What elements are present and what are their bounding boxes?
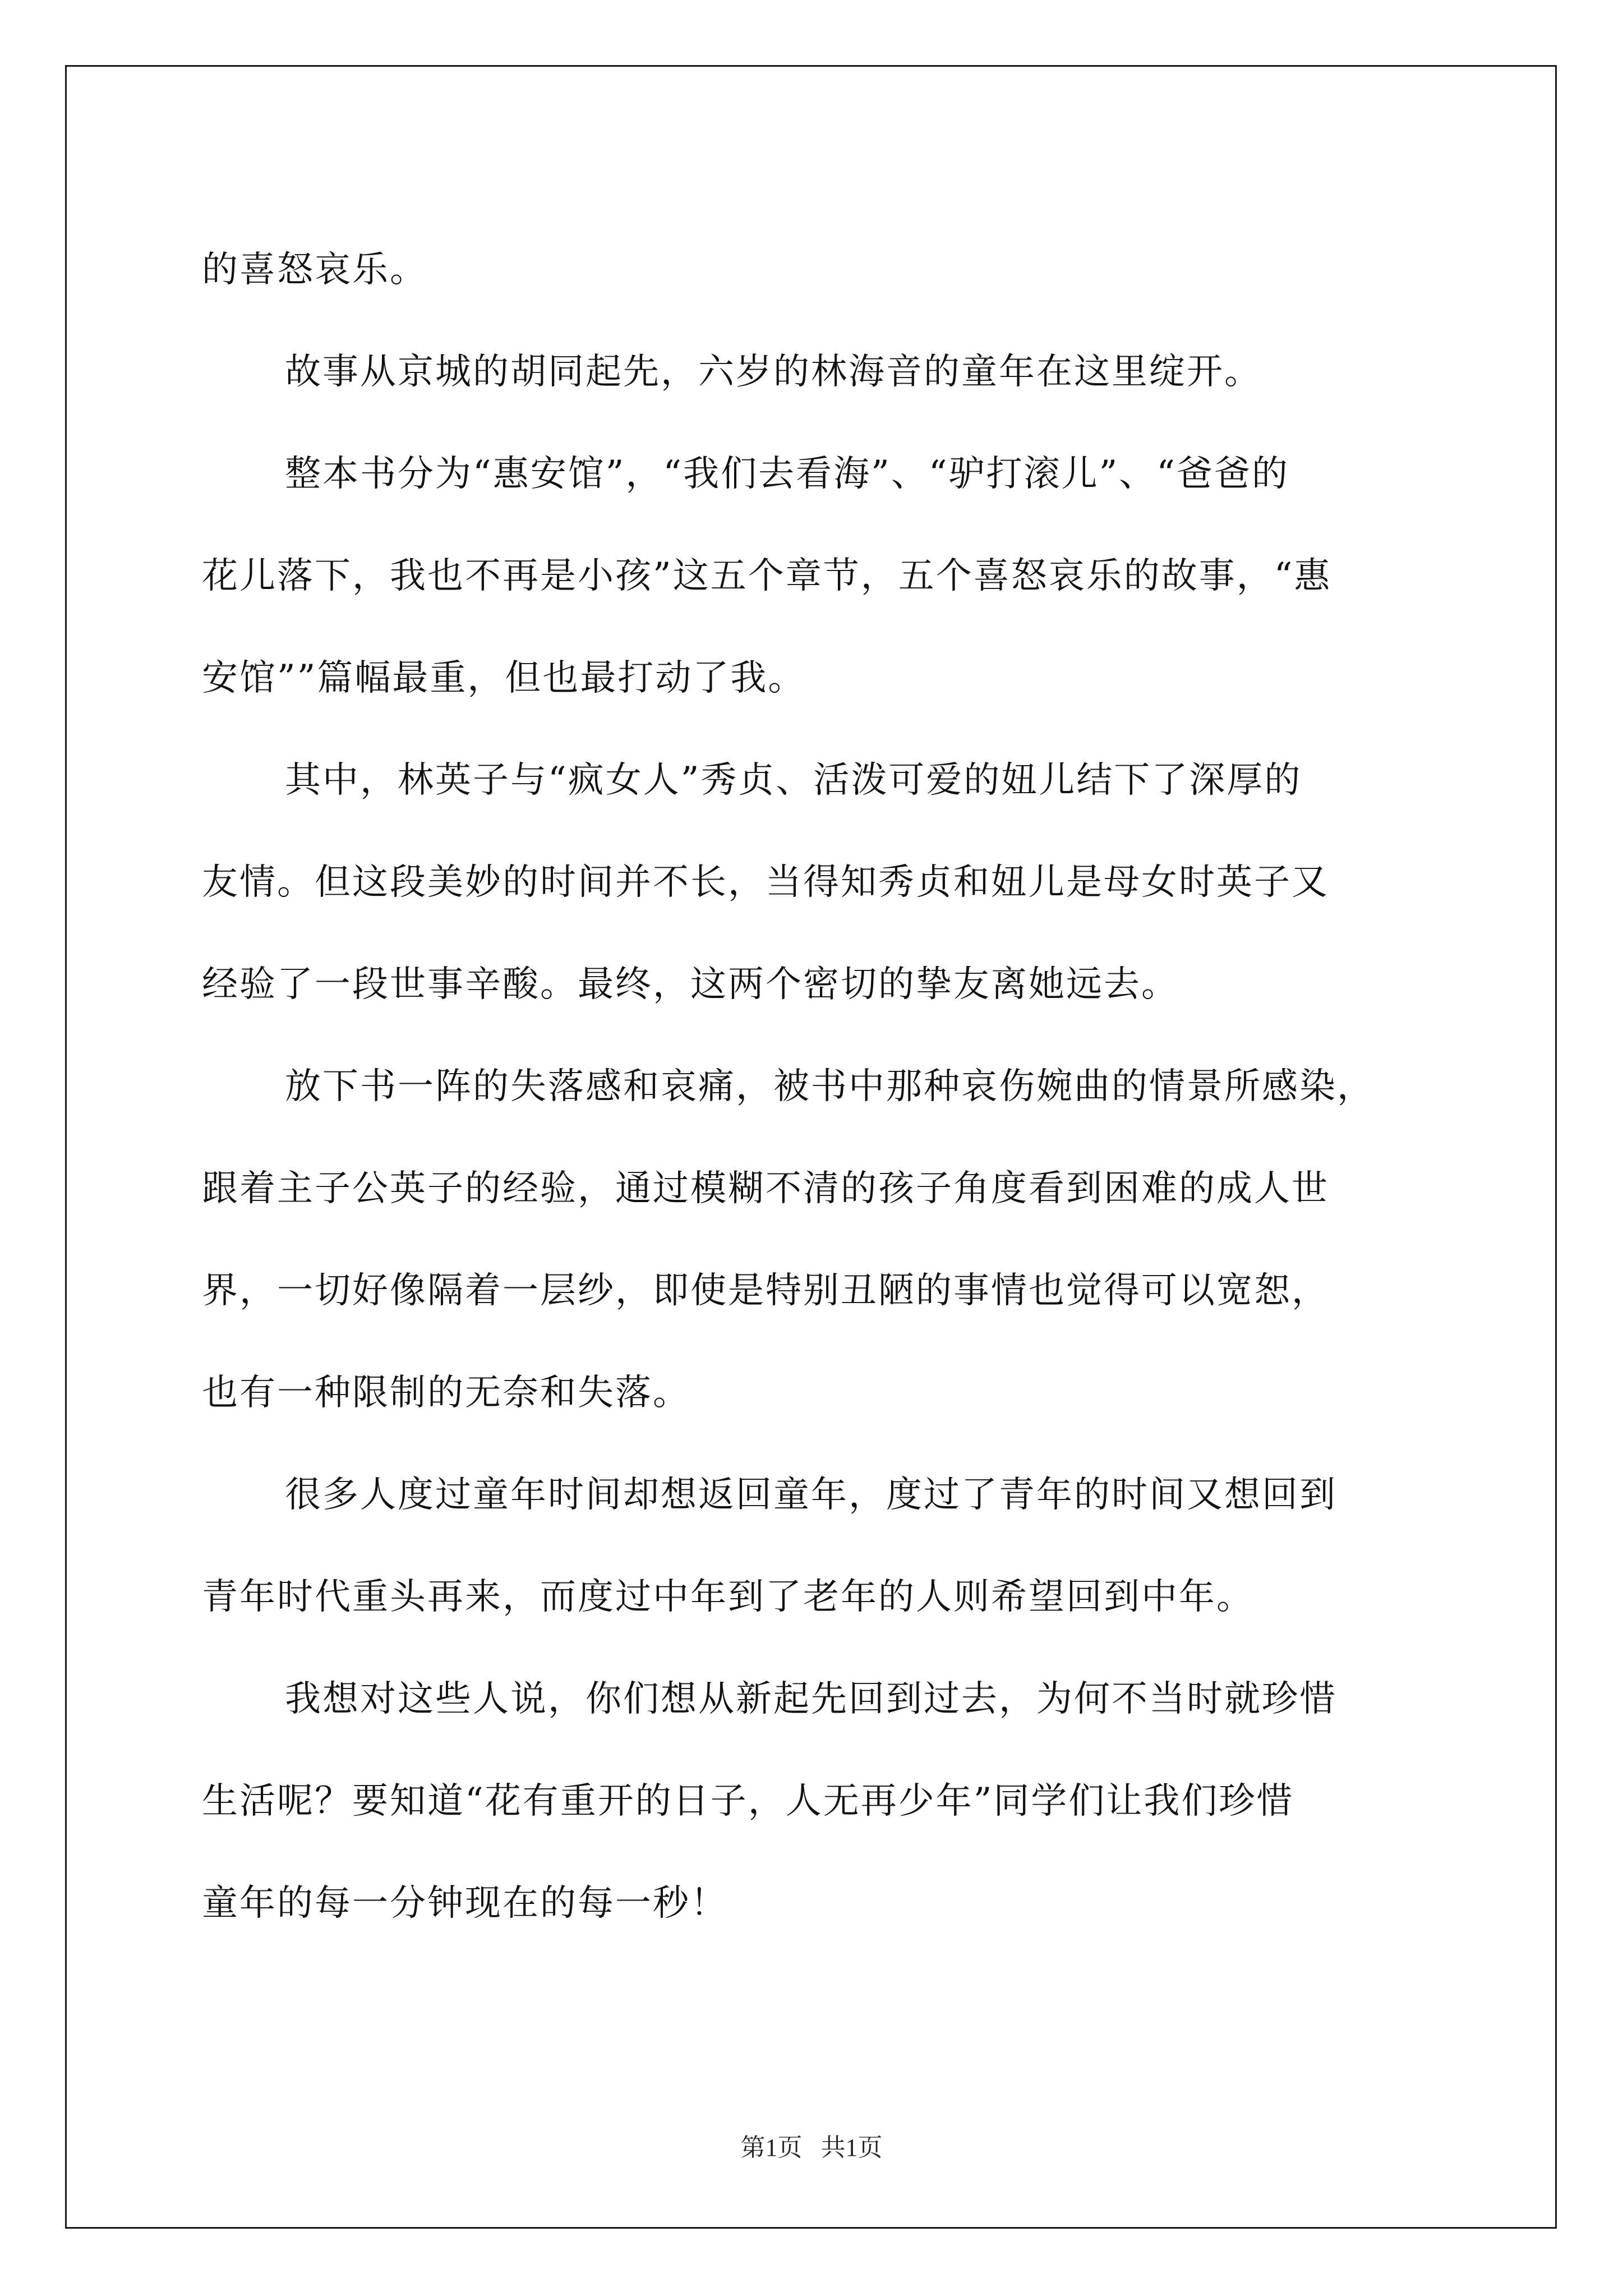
- text-line: 生活呢？要知道“花有重开的日子，人无再少年”同学们让我们珍惜: [202, 1780, 1294, 1822]
- text-line: 也有一种限制的无奈和失落。: [202, 1372, 690, 1414]
- text-line: 安馆””篇幅最重，但也最打动了我。: [202, 657, 806, 699]
- text-line: 的喜怒哀乐。: [202, 249, 427, 291]
- paragraph-start-line: 我想对这些人说，你们想从新起先回到过去，为何不当时就珍惜: [285, 1678, 1337, 1720]
- paragraph-start-line: 整本书分为“惠安馆”，“我们去看海”、“驴打滚儿”、“爸爸的: [285, 453, 1290, 495]
- text-line: 青年时代重头再来，而度过中年到了老年的人则希望回到中年。: [202, 1576, 1254, 1618]
- text-line: 跟着主子公英子的经验，通过模糊不清的孩子角度看到困难的成人世: [202, 1168, 1329, 1209]
- document-body: [202, 219, 1436, 1954]
- paragraph-start-line: 放下书一阵的失落感和哀痛，被书中那种哀伤婉曲的情景所感染，: [285, 1066, 1375, 1107]
- text-line: 界，一切好像隔着一层纱，即使是特别丑陋的事情也觉得可以宽恕，: [202, 1270, 1329, 1312]
- text-line: 花儿落下，我也不再是小孩”这五个章节，五个喜怒哀乐的故事，“惠: [202, 555, 1332, 597]
- page-number-footer: 第1页 共1页: [740, 2134, 883, 2161]
- text-line: 友情。但这段美妙的时间并不长，当得知秀贞和妞儿是母女时英子又: [202, 862, 1329, 903]
- paragraph-start-line: 很多人度过童年时间却想返回童年，度过了青年的时间又想回到: [285, 1474, 1337, 1516]
- paragraph-start-line: 故事从京城的胡同起先，六岁的林海音的童年在这里绽开。: [285, 351, 1262, 393]
- text-line: 经验了一段世事辛酸。最终，这两个密切的挚友离她远去。: [202, 964, 1179, 1005]
- paragraph-start-line: 其中，林英子与“疯女人”秀贞、活泼可爱的妞儿结下了深厚的: [285, 760, 1302, 801]
- text-line: 童年的每一分钟现在的每一秒！: [202, 1883, 728, 1924]
